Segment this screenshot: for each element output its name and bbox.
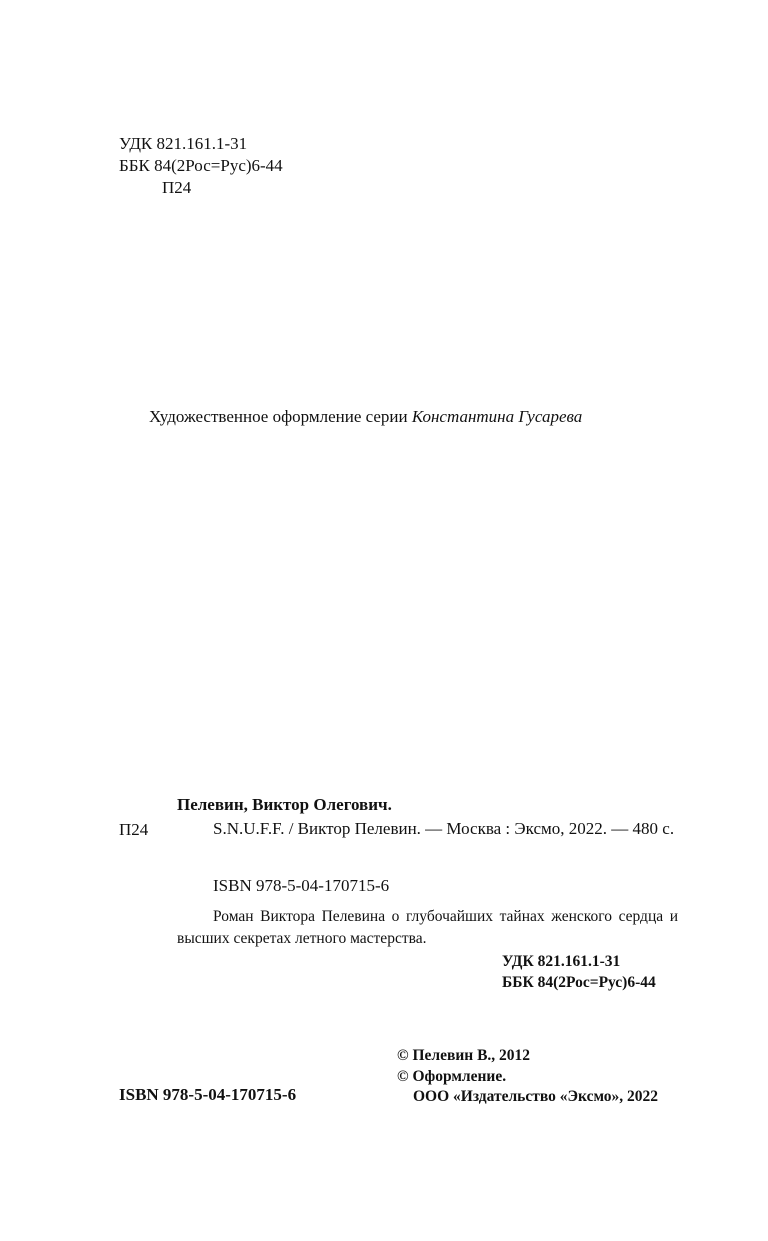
copyright-author: © Пелевин В., 2012 [397, 1047, 531, 1064]
udk-code-top: УДК 821.161.1-31 [119, 134, 248, 153]
author-mark-top: П24 [162, 178, 192, 197]
series-designer-name: Константина Гусарева [411, 407, 583, 426]
copyright-publisher: ООО «Издательство «Эксмо», 2022 [413, 1088, 659, 1105]
bbk-code-record: ББК 84(2Рос=Рус)6-44 [502, 974, 656, 991]
udk-code-record: УДК 821.161.1-31 [502, 953, 621, 970]
series-design-prefix: Художественное оформление серии [149, 407, 412, 426]
copyright-design-label: © Оформление. [397, 1068, 507, 1085]
series-design-credit [149, 406, 582, 428]
title-description: S.N.U.F.F. / Виктор Пелевин. — Москва : Эксмо, 2022. — 480 с. [213, 819, 675, 838]
author-heading: Пелевин, Виктор Олегович. [177, 795, 392, 814]
isbn-record: ISBN 978-5-04-170715-6 [213, 876, 390, 895]
bbk-code-top: ББК 84(2Рос=Рус)6-44 [119, 156, 283, 175]
author-mark-record: П24 [119, 820, 149, 839]
annotation: Роман Виктора Пелевина о глубочайших тайнах женского сердца и высших секретах летного мастерства. [177, 908, 678, 947]
isbn-footer: ISBN 978-5-04-170715-6 [119, 1085, 297, 1104]
